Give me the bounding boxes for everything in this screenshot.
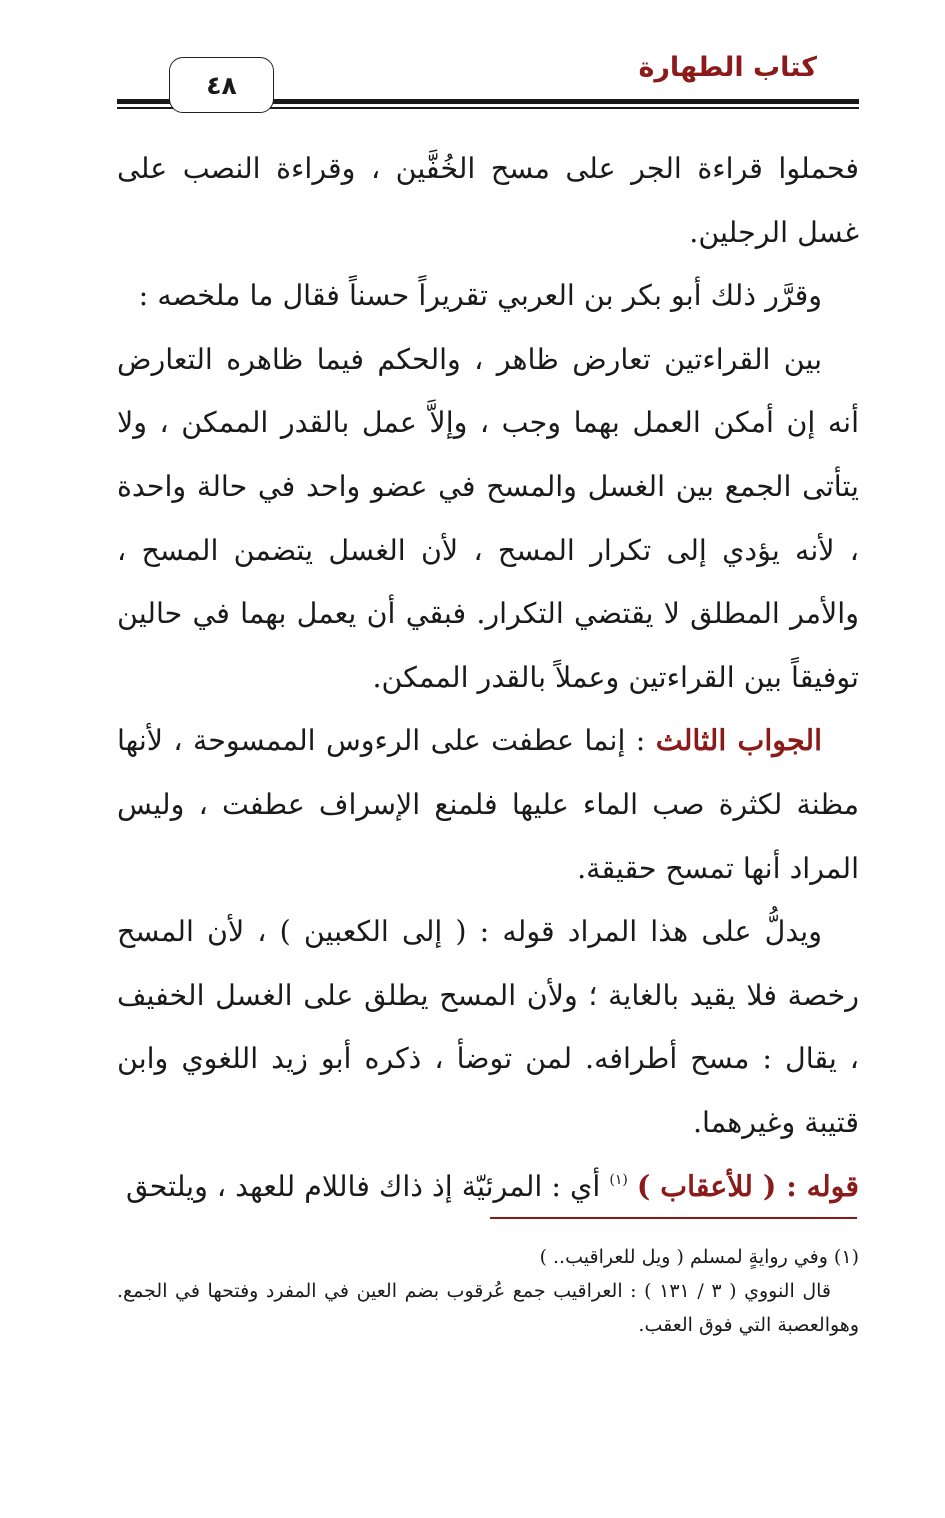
third-answer-label: الجواب الثالث — [655, 723, 823, 758]
paragraph-3: بين القراءتين تعارض ظاهر ، والحكم فيما ظاهره التعارض أنه إن أمكن العمل بهما وجب ، وإلاَّ عمل بالقدر الممكن ، ولا يتأتى الجمع بين الغسل والمسح في عضو واحد في حالة واحدة ، لأنه يؤدي إلى تكرار المسح ، لأن الغسل يتضمن المسح ، والأمر المطلق لا يقتضي التكرار. فبقي أن يعمل بهما في حالين توفيقاً بين القراءتين وعملاً بالقدر الممكن. — [117, 342, 859, 694]
paragraph-5: ويدلُّ على هذا المراد قوله : ( إلى الكعبين ) ، لأن المسح رخصة فلا يقيد بالغاية ؛ ولأن المسح يطلق على الغسل الخفيف ، يقال : مسح أطرافه. لمن توضأ ، ذكره أبو زيد اللغوي وابن قتيبة وغيرهما. — [117, 915, 859, 1139]
paragraph-6-text: أي : المرئيّة إذ ذاك فاللام للعهد ، ويلتحق — [125, 1169, 610, 1203]
paragraph-4-text: : إنما عطفت على الرءوس الممسوحة ، لأنها مظنة لكثرة صب الماء عليها فلمنع الإسراف عطفت ، وليس المراد أنها تمسح حقيقة. — [117, 724, 859, 885]
paragraph-2: وقرَّر ذلك أبو بكر بن العربي تقريراً حسناً فقال ما ملخصه : — [138, 279, 822, 313]
page-number-box — [169, 57, 274, 113]
paragraph-4 — [117, 709, 859, 900]
footnote-1: (١) وفي روايةٍ لمسلم ( ويل للعراقيب.. ) — [539, 1246, 859, 1268]
page-header-title: كتاب الطهارة — [638, 52, 817, 83]
page-number: ٤٨ — [206, 70, 237, 100]
main-text — [117, 137, 859, 1224]
footnote-marker: (١) — [609, 1171, 628, 1188]
paragraph-6 — [117, 1155, 859, 1225]
footnote-separator — [490, 1217, 857, 1219]
footnote-2: قال النووي ( ٣ / ١٣١ ) : العراقيب جمع عُرقوب بضم العين في المفرد وفتحها في الجمع. وهوالعصبة التي فوق العقب. — [117, 1280, 859, 1336]
paragraph-1: فحملوا قراءة الجر على مسح الخُفَّين ، وقراءة النصب على غسل الرجلين. — [117, 152, 859, 249]
quote-label: قوله : ( للأعقاب ) — [636, 1168, 859, 1203]
footnotes — [117, 1240, 859, 1342]
